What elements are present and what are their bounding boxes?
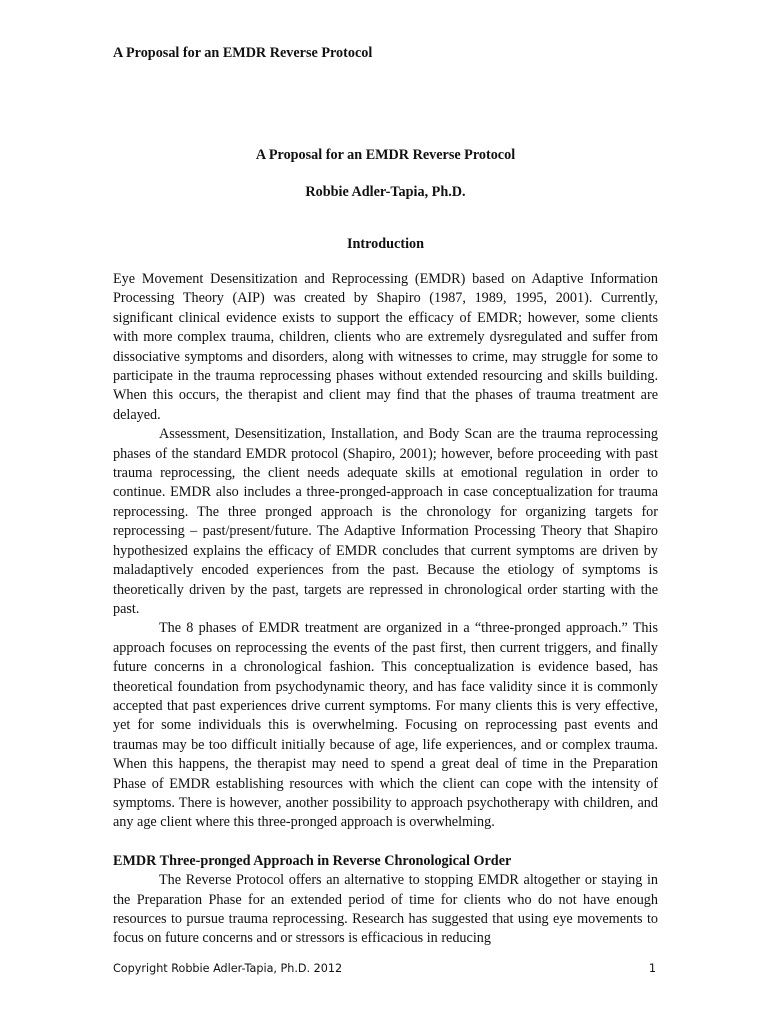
author-line: Robbie Adler-Tapia, Ph.D. (305, 184, 466, 200)
section-heading-introduction: Introduction (347, 236, 424, 252)
subheading: EMDR Three-pronged Approach in Reverse Chronological Order (113, 852, 512, 869)
paragraph: The 8 phases of EMDR treatment are organized in a “three-pronged approach.” This approach focuses on reprocessing the events of the past first, then current triggers, and finally future concerns in a chronological fashion. This conceptualization is evidence based, has theoretical foundation from psychodynamic theory, and has face validity since it is commonly accepted that past experiences drive current symptoms. For many clients this is very effective, yet for some individuals this is overwhelming. Focusing on reprocessing past events and traumas may be too difficult initially because of age, life experiences, and or complex trauma. When this happens, the therapist may need to spend a great deal of time in the Preparation Phase of EMDR establishing resources with which the client can cope with the intensity of symptoms. There is however, another possibility to approach psychotherapy with children, and any age client where this three-pronged approach is overwhelming. (113, 620, 658, 831)
paragraph: Eye Movement Desensitization and Reprocessing (EMDR) based on Adaptive Information Processing Theory (AIP) was created by Shapiro (1987, 1989, 1995, 2001). Currently, significant clinical evidence exists to support the efficacy of EMDR; however, some clients with more complex trauma, children, clients who are extremely dysregulated and suffer from dissociative symptoms and disorders, along with witnesses to crime, may struggle for some to participate in the trauma reprocessing phases without extended resourcing and skills building. When this occurs, the therapist and client may find that the phases of trauma treatment are delayed. (113, 271, 658, 423)
document-title: A Proposal for an EMDR Reverse Protocol (255, 147, 516, 163)
body-text (113, 270, 658, 949)
running-header: A Proposal for an EMDR Reverse Protocol (113, 45, 373, 61)
paragraph-spacer (113, 833, 658, 852)
paragraph: The Reverse Protocol offers an alternative to stopping EMDR altogether or staying in the Preparation Phase for an extended period of time for clients who do not have enough resources to pursue trauma reprocessing. Research has suggested that using eye movements to focus on future concerns and or stressors is efficacious in reducing (113, 872, 658, 947)
page-number: 1 (648, 962, 656, 975)
footer-copyright: Copyright Robbie Adler-Tapia, Ph.D. 2012 (113, 962, 343, 975)
paragraph: Assessment, Desensitization, Installation, and Body Scan are the trauma reprocessing phases of the standard EMDR protocol (Shapiro, 2001); however, before proceeding with past trauma reprocessing, the client needs adequate skills at emotional regulation in order to continue. EMDR also includes a three-pronged-approach in case conceptualization for trauma reprocessing. The three pronged approach is the chronology for organizing targets for reprocessing – past/present/future. The Adaptive Information Processing Theory that Shapiro hypothesized explains the efficacy of EMDR concludes that current symptoms are driven by maladaptively encoded experiences from the past. Because the etiology of symptoms is theoretically driven by the past, targets are repressed in chronological order starting with the past. (113, 426, 658, 617)
